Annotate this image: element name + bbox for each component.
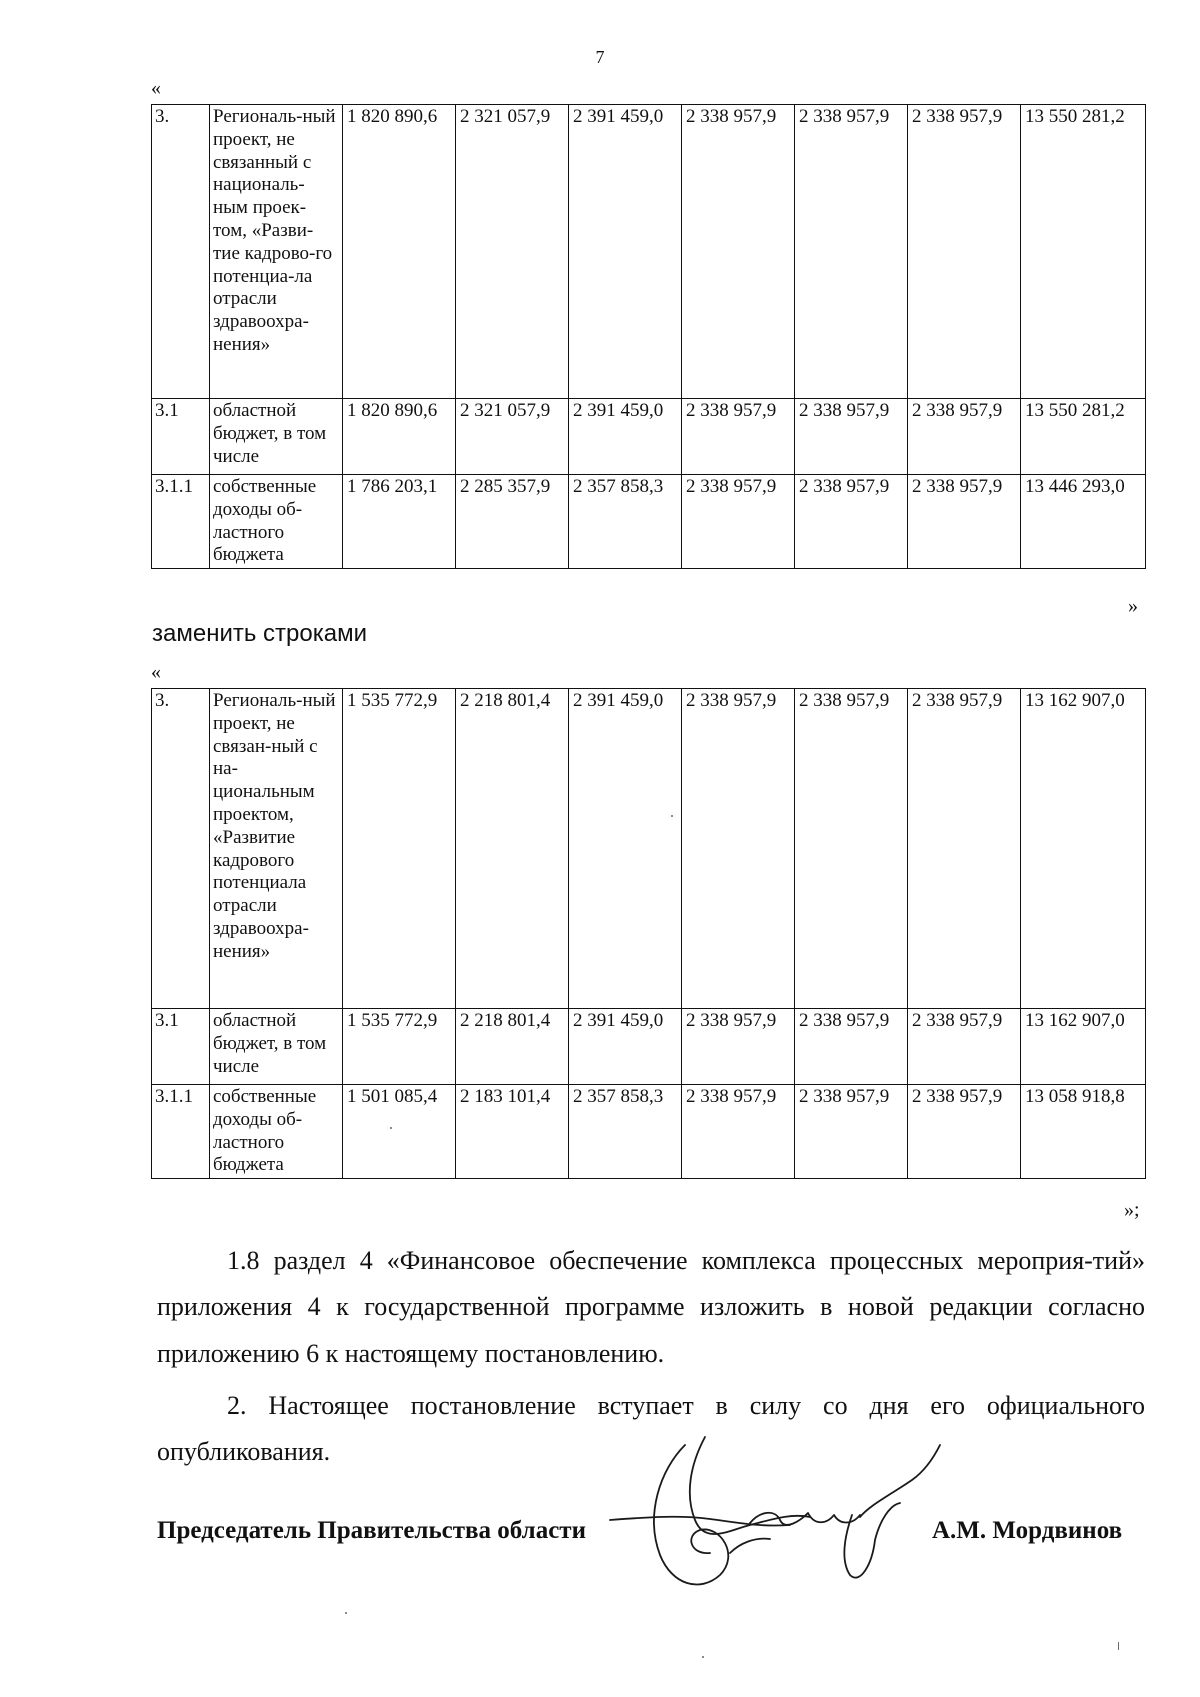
row-total-cell: 13 162 907,0 bbox=[1021, 689, 1146, 1009]
row-value-cell: 2 338 957,9 bbox=[795, 399, 908, 475]
row-total-cell: 13 058 918,8 bbox=[1021, 1085, 1146, 1179]
old-block-close-quote: » bbox=[1128, 595, 1138, 617]
row-value-cell: 2 338 957,9 bbox=[682, 475, 795, 569]
row-value-cell: 1 501 085,4 bbox=[343, 1085, 456, 1179]
row-value-cell: 2 338 957,9 bbox=[795, 1085, 908, 1179]
scan-speck bbox=[390, 1127, 392, 1129]
row-name-cell: Региональ-ный проект, не связанный с националь-ным проек-том, «Разви-тие кадрово-го потенциа-ла отрасли здравоохра-нения» bbox=[210, 105, 343, 399]
row-value-cell: 2 357 858,3 bbox=[569, 475, 682, 569]
table-row bbox=[152, 1085, 1146, 1179]
row-value-cell: 2 218 801,4 bbox=[456, 1009, 569, 1085]
row-code-cell: 3. bbox=[152, 689, 210, 1009]
row-value-cell: 2 285 357,9 bbox=[456, 475, 569, 569]
row-value-cell: 2 338 957,9 bbox=[795, 689, 908, 1009]
table-row bbox=[152, 105, 1146, 399]
table-row bbox=[152, 1009, 1146, 1085]
row-value-cell: 2 338 957,9 bbox=[682, 399, 795, 475]
row-name-cell: областной бюджет, в том числе bbox=[210, 399, 343, 475]
scan-speck bbox=[702, 1656, 704, 1658]
row-name-cell: собственные доходы об-ластного бюджета bbox=[210, 1085, 343, 1179]
new-block-open-quote: « bbox=[151, 661, 161, 683]
row-value-cell: 2 338 957,9 bbox=[908, 1009, 1021, 1085]
signature-block bbox=[157, 1517, 1145, 1545]
new-rows-body bbox=[152, 689, 1146, 1179]
new-rows-table bbox=[151, 688, 1146, 1179]
old-rows-table bbox=[151, 104, 1146, 569]
handwritten-signature bbox=[590, 1425, 970, 1605]
row-value-cell: 2 321 057,9 bbox=[456, 105, 569, 399]
row-code-cell: 3.1.1 bbox=[152, 475, 210, 569]
row-value-cell: 2 338 957,9 bbox=[682, 1085, 795, 1179]
signatory-name: А.М. Мордвинов bbox=[932, 1517, 1123, 1544]
old-rows-body bbox=[152, 105, 1146, 569]
row-value-cell: 2 338 957,9 bbox=[908, 689, 1021, 1009]
page-number: 7 bbox=[595, 47, 605, 67]
row-value-cell: 2 218 801,4 bbox=[456, 689, 569, 1009]
row-code-cell: 3.1 bbox=[152, 1009, 210, 1085]
row-value-cell: 2 338 957,9 bbox=[682, 689, 795, 1009]
row-value-cell: 2 338 957,9 bbox=[795, 1009, 908, 1085]
row-value-cell: 2 391 459,0 bbox=[569, 399, 682, 475]
table-row bbox=[152, 399, 1146, 475]
table-row bbox=[152, 689, 1146, 1009]
scan-speck bbox=[671, 815, 673, 817]
row-value-cell: 1 820 890,6 bbox=[343, 399, 456, 475]
row-name-cell: собственные доходы об-ластного бюджета bbox=[210, 475, 343, 569]
new-rows-table-block bbox=[151, 688, 1145, 1179]
row-code-cell: 3.1 bbox=[152, 399, 210, 475]
scan-speck bbox=[1118, 1642, 1119, 1650]
scan-speck bbox=[345, 1612, 347, 1614]
row-value-cell: 2 357 858,3 bbox=[569, 1085, 682, 1179]
table-row bbox=[152, 475, 1146, 569]
old-block-open-quote: « bbox=[151, 77, 161, 99]
replace-instruction: заменить строками bbox=[152, 620, 367, 647]
row-value-cell: 1 535 772,9 bbox=[343, 689, 456, 1009]
row-value-cell: 2 338 957,9 bbox=[682, 1009, 795, 1085]
row-value-cell: 2 338 957,9 bbox=[908, 475, 1021, 569]
signatory-position: Председатель Правительства области bbox=[157, 1517, 586, 1544]
row-value-cell: 2 391 459,0 bbox=[569, 1009, 682, 1085]
row-value-cell: 2 391 459,0 bbox=[569, 105, 682, 399]
row-code-cell: 3. bbox=[152, 105, 210, 399]
row-value-cell: 2 338 957,9 bbox=[908, 399, 1021, 475]
new-block-close-quote: »; bbox=[1124, 1199, 1140, 1221]
row-value-cell: 2 338 957,9 bbox=[908, 1085, 1021, 1179]
row-value-cell: 2 338 957,9 bbox=[795, 475, 908, 569]
row-value-cell: 2 338 957,9 bbox=[795, 105, 908, 399]
row-value-cell: 1 820 890,6 bbox=[343, 105, 456, 399]
row-value-cell: 2 183 101,4 bbox=[456, 1085, 569, 1179]
row-total-cell: 13 446 293,0 bbox=[1021, 475, 1146, 569]
row-value-cell: 2 321 057,9 bbox=[456, 399, 569, 475]
row-name-cell: Региональ-ный проект, не связан-ный с на-циональным проектом, «Развитие кадрового потенциала отрасли здравоохра-нения» bbox=[210, 689, 343, 1009]
paragraph-item-1-8: 1.8 раздел 4 «Финансовое обеспечение комплекса процессных мероприя-тий» приложения 4 к государственной программе изложить в новой редакции согласно приложению 6 к настоящему постановлению. bbox=[157, 1246, 1145, 1368]
row-value-cell: 2 391 459,0 bbox=[569, 689, 682, 1009]
row-value-cell: 1 535 772,9 bbox=[343, 1009, 456, 1085]
old-rows-table-block bbox=[151, 104, 1145, 569]
row-total-cell: 13 550 281,2 bbox=[1021, 399, 1146, 475]
row-code-cell: 3.1.1 bbox=[152, 1085, 210, 1179]
row-total-cell: 13 162 907,0 bbox=[1021, 1009, 1146, 1085]
row-name-cell: областной бюджет, в том числе bbox=[210, 1009, 343, 1085]
row-value-cell: 2 338 957,9 bbox=[682, 105, 795, 399]
row-value-cell: 2 338 957,9 bbox=[908, 105, 1021, 399]
row-total-cell: 13 550 281,2 bbox=[1021, 105, 1146, 399]
paragraph-item-2: 2. Настоящее постановление вступает в силу со дня его официального опубликования. bbox=[157, 1391, 1145, 1467]
row-value-cell: 1 786 203,1 bbox=[343, 475, 456, 569]
